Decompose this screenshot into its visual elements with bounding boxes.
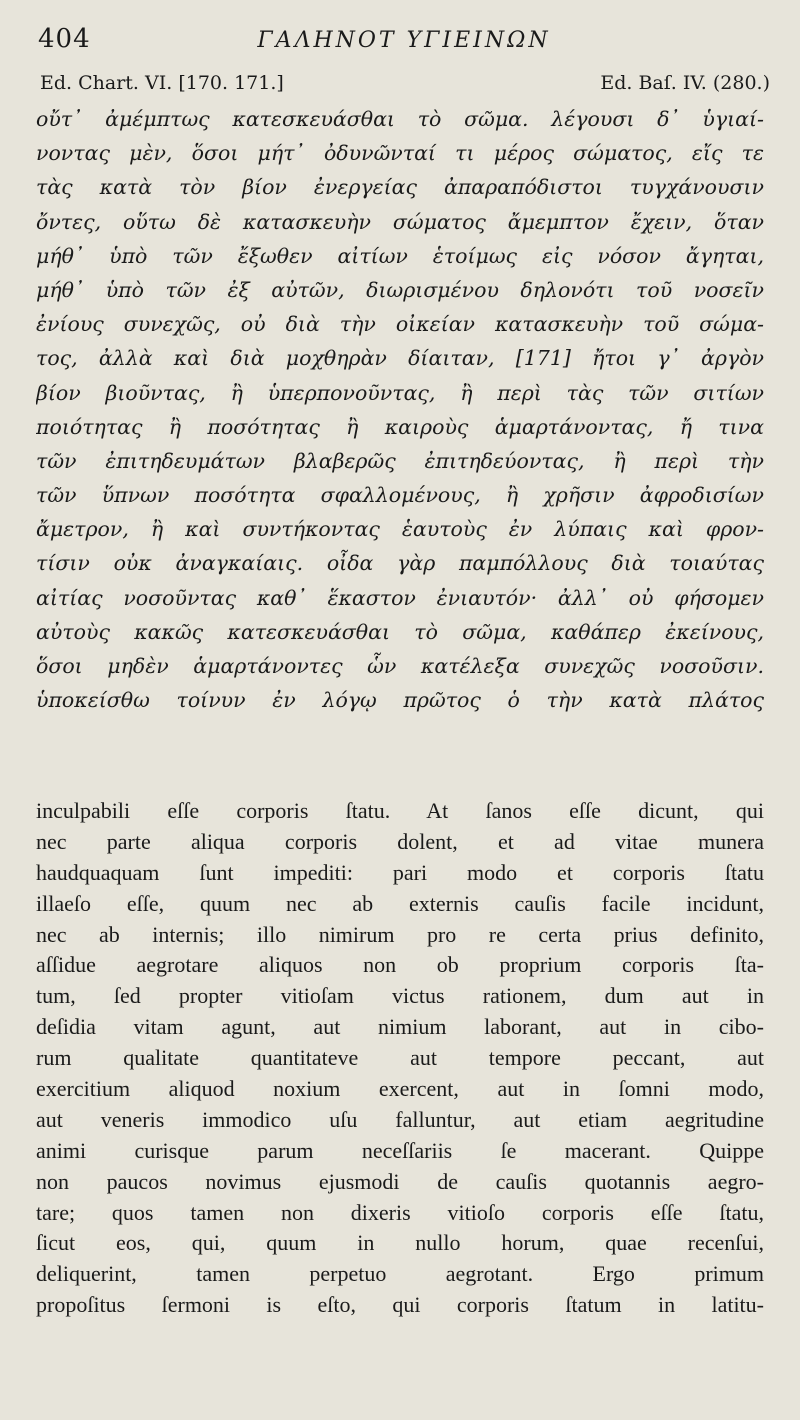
greek-line: αὐτοὺς κακῶς κατεσκευάσθαι τὸ σῶμα, καθάπερ ἐκείνους, <box>36 619 764 644</box>
edition-chartier-ref: Ed. Chart. VI. [170. 171.] <box>40 72 284 94</box>
greek-line: τὰς κατὰ τὸν βίον ἐνεργείας ἀπαραπόδιστοι τυγχάνουσιν <box>36 175 764 200</box>
latin-line: tare; quos tamen non dixeris vitioſo corporis eſſe ſtatu, <box>36 1199 764 1225</box>
latin-line: haudquaquam ſunt impediti: pari modo et corporis ſtatu <box>36 859 764 885</box>
greek-line: ὅσοι μηδὲν ἁμαρτάνοντες ὧν κατέλεξα συνεχῶς νοσοῦσιν. <box>36 654 764 678</box>
latin-line: aut veneris immodico uſu falluntur, aut etiam aegritudine <box>36 1106 764 1132</box>
edition-reference-line <box>40 72 770 102</box>
running-head <box>38 24 770 64</box>
latin-line: rum qualitate quantitateve aut tempore peccant, aut <box>36 1045 764 1071</box>
greek-line: τῶν ὕπνων ποσότητα σφαλλομένους, ἢ χρῆσιν ἀφροδισίων <box>36 483 764 508</box>
latin-line: illaeſo eſſe, quum nec ab externis cauſis facile incidunt, <box>36 890 764 916</box>
greek-line: ὑποκείσθω τοίνυν ἐν λόγῳ πρῶτος ὁ τὴν κατὰ πλάτος <box>36 688 764 713</box>
greek-line: τος, ἀλλὰ καὶ διὰ μοχθηρὰν δίαιταν, [171] ἤτοι γ᾽ ἀργὸν <box>36 346 764 371</box>
edition-basel-ref: Ed. Baſ. IV. (280.) <box>600 72 770 94</box>
greek-text-block <box>36 102 764 717</box>
greek-line: μήθ᾽ ὑπὸ τῶν ἐξ αὐτῶν, διωρισμένου δηλονότι τοῦ νοσεῖν <box>36 277 764 302</box>
latin-line: animi curisque parum neceſſariis ſe macerant. Quippe <box>36 1137 764 1163</box>
greek-line: τῶν ἐπιτηδευμάτων βλαβερῶς ἐπιτηδεύοντας, ἢ περὶ τὴν <box>36 448 764 473</box>
latin-line: nec parte aliqua corporis dolent, et ad vitae munera <box>36 828 764 854</box>
greek-line: τίσιν οὐκ ἀναγκαίαις. οἶδα γὰρ παμπόλλους διὰ τοιαύτας <box>36 551 764 576</box>
latin-translation-block <box>36 796 764 1321</box>
latin-line: propoſitus ſermoni is eſto, qui corporis ſtatum in latitu- <box>36 1292 764 1318</box>
page-number: 404 <box>38 24 91 54</box>
latin-line: exercitium aliquod noxium exercent, aut in ſomni modo, <box>36 1076 764 1102</box>
greek-line: ποιότητας ἢ ποσότητας ἢ καιροὺς ἁμαρτάνοντας, ἤ τινα <box>36 414 764 439</box>
greek-line: ὄντες, οὕτω δὲ κατασκευὴν σώματος ἄμεμπτον ἔχειν, ὅταν <box>36 209 764 234</box>
greek-line: μήθ᾽ ὑπὸ τῶν ἔξωθεν αἰτίων ἑτοίμως εἰς νόσον ἄγηται, <box>36 243 764 268</box>
latin-line: tum, ſed propter vitioſam victus rationem, dum aut in <box>36 983 764 1009</box>
greek-line: οὔτ᾽ ἀμέμπτως κατεσκευάσθαι τὸ σῶμα. λέγουσι δ᾽ ὑγιαί- <box>36 107 764 131</box>
greek-line: νοντας μὲν, ὅσοι μήτ᾽ ὀδυνῶνταί τι μέρος σώματος, εἴς τε <box>36 141 764 166</box>
greek-line: ἄμετρον, ἢ καὶ συντήκοντας ἑαυτοὺς ἐν λύπαις καὶ φρον- <box>36 517 764 542</box>
greek-line: βίον βιοῦντας, ἢ ὑπερπονοῦντας, ἢ περὶ τὰς τῶν σιτίων <box>36 380 764 405</box>
greek-line: αἰτίας νοσοῦντας καθ᾽ ἕκαστον ἐνιαυτόν· ἀλλ᾽ οὐ φήσομεν <box>36 585 764 610</box>
latin-line: non paucos novimus ejusmodi de cauſis quotannis aegro- <box>36 1168 764 1194</box>
latin-line: deliquerint, tamen perpetuo aegrotant. Ergo primum <box>36 1261 764 1287</box>
running-title: ΓΑΛΗΝΟΤ ΥΓΙΕΙΝΩΝ <box>257 28 551 53</box>
latin-line: ſicut eos, qui, quum in nullo horum, quae recenſui, <box>36 1230 764 1256</box>
latin-line: deſidia vitam agunt, aut nimium laborant, aut in cibo- <box>36 1014 764 1040</box>
latin-line: aſſidue aegrotare aliquos non ob proprium corporis ſta- <box>36 952 764 978</box>
latin-line: inculpabili eſſe corporis ſtatu. At ſanos eſſe dicunt, qui <box>36 798 764 823</box>
latin-line: nec ab internis; illo nimirum pro re certa prius definito, <box>36 921 764 947</box>
greek-line: ἐνίους συνεχῶς, οὐ διὰ τὴν οἰκείαν κατασκευὴν τοῦ σώμα- <box>36 312 764 337</box>
